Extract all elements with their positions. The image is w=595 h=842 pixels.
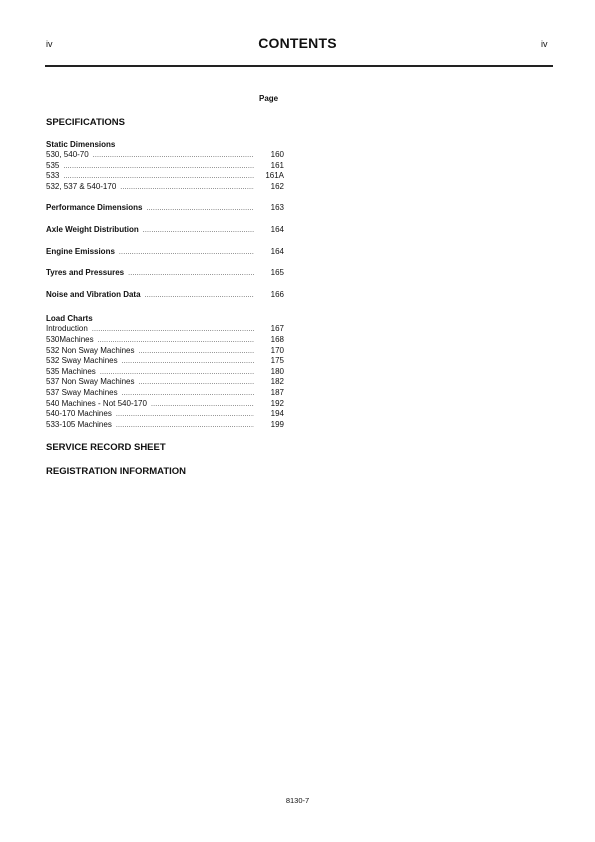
toc-entry-label: 535 [46,160,60,170]
page-title: CONTENTS [258,35,337,51]
toc-entry-label: 532 Sway Machines [46,356,118,366]
toc-entry-label: 532, 537 & 540-170 [46,181,117,191]
toc-entry-page: 192 [270,398,284,408]
dot-leader [139,378,255,389]
toc-entry-page: 187 [270,387,284,397]
dot-leader [63,162,254,173]
toc-entry-label: Noise and Vibration Data [46,289,141,299]
toc-entry-page: 161 [270,160,284,170]
toc-entries [46,136,284,430]
dot-leader [143,226,254,237]
toc-major-entry[interactable] [46,268,284,279]
toc-entry[interactable] [46,161,284,172]
toc-entry[interactable] [46,346,284,357]
toc-entry-page: 164 [270,224,284,234]
toc-major-entry[interactable] [46,247,284,258]
toc-entry[interactable] [46,377,284,388]
dot-leader [145,291,254,302]
toc-entry-page: 180 [270,366,284,376]
header-page-number-left: iv [46,39,53,49]
toc-entry-label: 530, 540-70 [46,150,89,159]
toc-entry-page: 163 [270,203,284,213]
toc-major-entry[interactable] [46,203,284,214]
dot-leader [116,421,254,432]
dot-leader [119,248,254,259]
toc-entry-label: Engine Emissions [46,246,115,256]
toc-entry[interactable] [46,335,284,346]
toc-entry[interactable] [46,324,284,335]
toc-entry[interactable] [46,150,284,161]
toc-entry-label: Introduction [46,324,88,334]
dot-leader [120,183,254,194]
toc-entry-label: 533-105 Machines [46,419,112,429]
toc-entry[interactable] [46,399,284,410]
toc-entry-page: 166 [270,289,284,299]
dot-leader [151,400,254,411]
toc-entry-page: 182 [270,377,284,387]
header-page-number-right: iv [541,39,548,49]
toc-entry-label: 530Machines [46,334,94,344]
dot-leader [116,410,254,421]
toc-entry-label: 537 Sway Machines [46,387,118,397]
toc-entry-page: 162 [270,181,284,191]
toc-entry-label: 533 [46,171,60,181]
dot-leader [146,204,254,215]
toc-entry[interactable] [46,182,284,193]
toc-entry-page: 165 [270,268,284,278]
toc-entry-page: 167 [270,324,284,334]
header-rule [45,65,553,67]
toc-entry-page: 170 [270,345,284,355]
registration-information-heading[interactable]: REGISTRATION INFORMATION [46,466,187,477]
toc-entry-page: 194 [270,409,284,419]
toc-entry-page: 199 [270,419,284,429]
toc-entry-page: 164 [270,246,284,256]
dot-leader [92,325,254,336]
toc-group-label: Load Charts [46,314,93,324]
toc-entry[interactable] [46,367,284,378]
toc-entry-label: Axle Weight Distribution [46,224,139,234]
toc-entry-label: Tyres and Pressures [46,268,125,278]
toc-major-entry[interactable] [46,290,284,301]
page-column-label: Page [259,94,279,103]
toc-entry-label: 537 Non Sway Machines [46,377,135,387]
dot-leader [139,347,255,358]
dot-leader [93,151,254,162]
service-record-sheet-heading[interactable]: SERVICE RECORD SHEET [46,442,166,453]
spacer [46,300,284,310]
dot-leader [122,357,254,368]
toc-entry[interactable] [46,171,284,182]
section-title: SPECIFICATIONS [46,117,125,128]
footer-document-code: 8130-7 [285,796,310,805]
toc-entry[interactable] [46,420,284,431]
toc-entry[interactable] [46,388,284,399]
toc-entry-label: 532 Non Sway Machines [46,345,135,355]
toc-entry[interactable] [46,409,284,420]
dot-leader [128,269,254,280]
toc-entry-page: 168 [270,334,284,344]
toc-entry-page: 175 [270,356,284,366]
toc-entry-page: 161A [265,171,284,181]
toc-entry-page: 160 [270,150,284,159]
toc-entry-label: 540-170 Machines [46,409,112,419]
toc-entry-label: Performance Dimensions [46,203,143,213]
toc-entry-label: 540 Machines - Not 540-170 [46,398,147,408]
toc-major-entry[interactable] [46,225,284,236]
toc-group-label: Static Dimensions [46,140,116,149]
toc-entry[interactable] [46,356,284,367]
toc-entry-label: 535 Machines [46,366,96,376]
